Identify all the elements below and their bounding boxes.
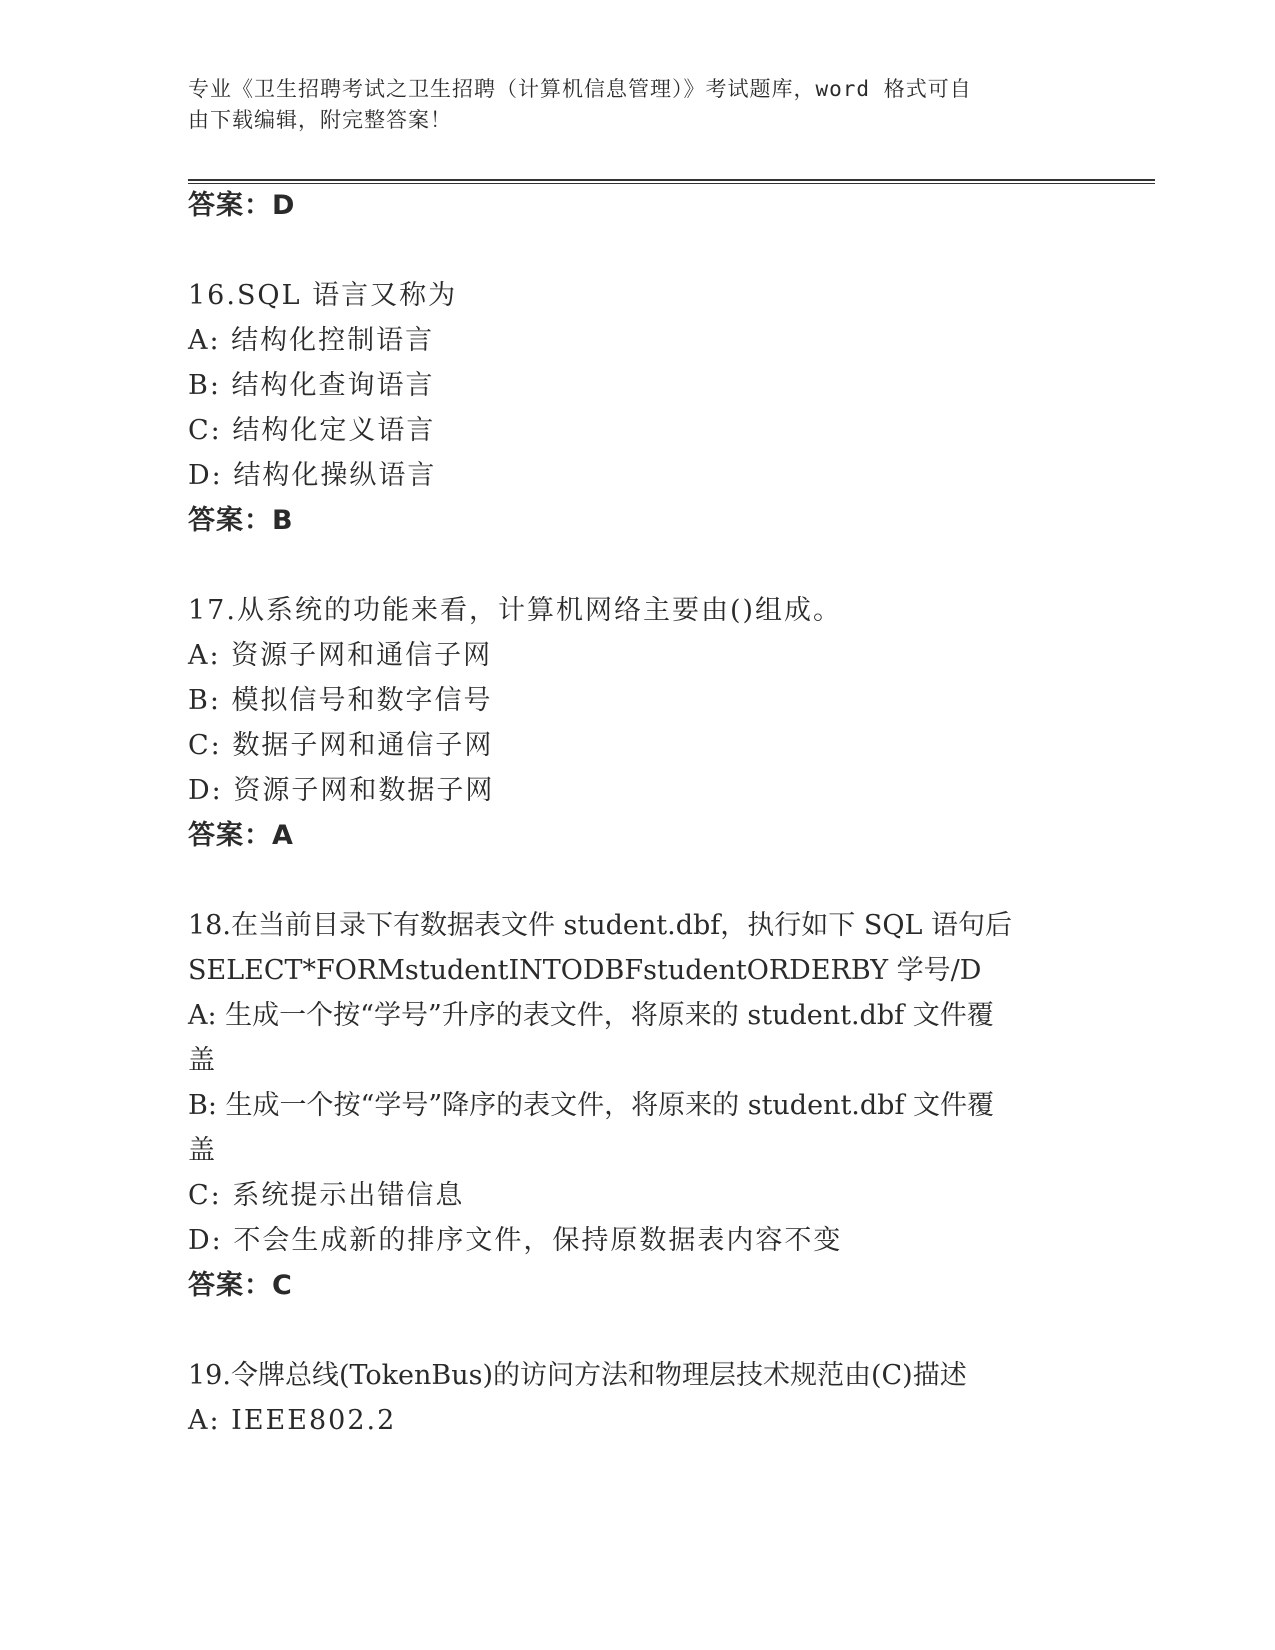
- previous-answer: 答案：D: [188, 190, 296, 221]
- option-d: D: 资源子网和数据子网: [188, 775, 495, 806]
- option-a: A: IEEE802.2: [188, 1405, 397, 1436]
- answer: 答案：C: [188, 1270, 293, 1301]
- question-stem-continued: SELECT*FORMstudentINTODBFstudentORDERBY 学号/D: [188, 955, 982, 986]
- option-b: B: 模拟信号和数字信号: [188, 685, 493, 716]
- option-b: B: 生成一个按“学号”降序的表文件，将原来的 student.dbf 文件覆: [188, 1090, 995, 1121]
- question-stem: 17.从系统的功能来看，计算机网络主要由()组成。: [188, 595, 843, 626]
- document-header: [188, 74, 1068, 136]
- header-rule-thin: [188, 183, 1155, 184]
- answer: 答案：A: [188, 820, 294, 851]
- answer: 答案：B: [188, 505, 294, 536]
- option-b: B: 结构化查询语言: [188, 370, 435, 401]
- option-c: C: 结构化定义语言: [188, 415, 436, 446]
- option-a: A: 结构化控制语言: [188, 325, 435, 356]
- option-a-continued: 盖: [188, 1045, 217, 1076]
- question-stem: 16.SQL 语言又称为: [188, 280, 458, 311]
- header-line-1: 专业《卫生招聘考试之卫生招聘（计算机信息管理）》考试题库，word 格式可自: [188, 77, 972, 101]
- question-stem: 18.在当前目录下有数据表文件 student.dbf，执行如下 SQL 语句后: [188, 910, 1012, 941]
- option-d: D: 结构化操纵语言: [188, 460, 437, 491]
- option-c: C: 系统提示出错信息: [188, 1180, 465, 1211]
- option-d: D: 不会生成新的排序文件，保持原数据表内容不变: [188, 1225, 843, 1256]
- option-c: C: 数据子网和通信子网: [188, 730, 494, 761]
- header-line-2: 由下载编辑，附完整答案！: [188, 108, 452, 132]
- header-rule-thick: [188, 179, 1155, 181]
- option-a: A: 资源子网和通信子网: [188, 640, 493, 671]
- question-stem: 19.令牌总线(TokenBus)的访问方法和物理层技术规范由(C)描述: [188, 1360, 967, 1391]
- option-b-continued: 盖: [188, 1135, 217, 1166]
- option-a: A: 生成一个按“学号”升序的表文件，将原来的 student.dbf 文件覆: [188, 1000, 994, 1031]
